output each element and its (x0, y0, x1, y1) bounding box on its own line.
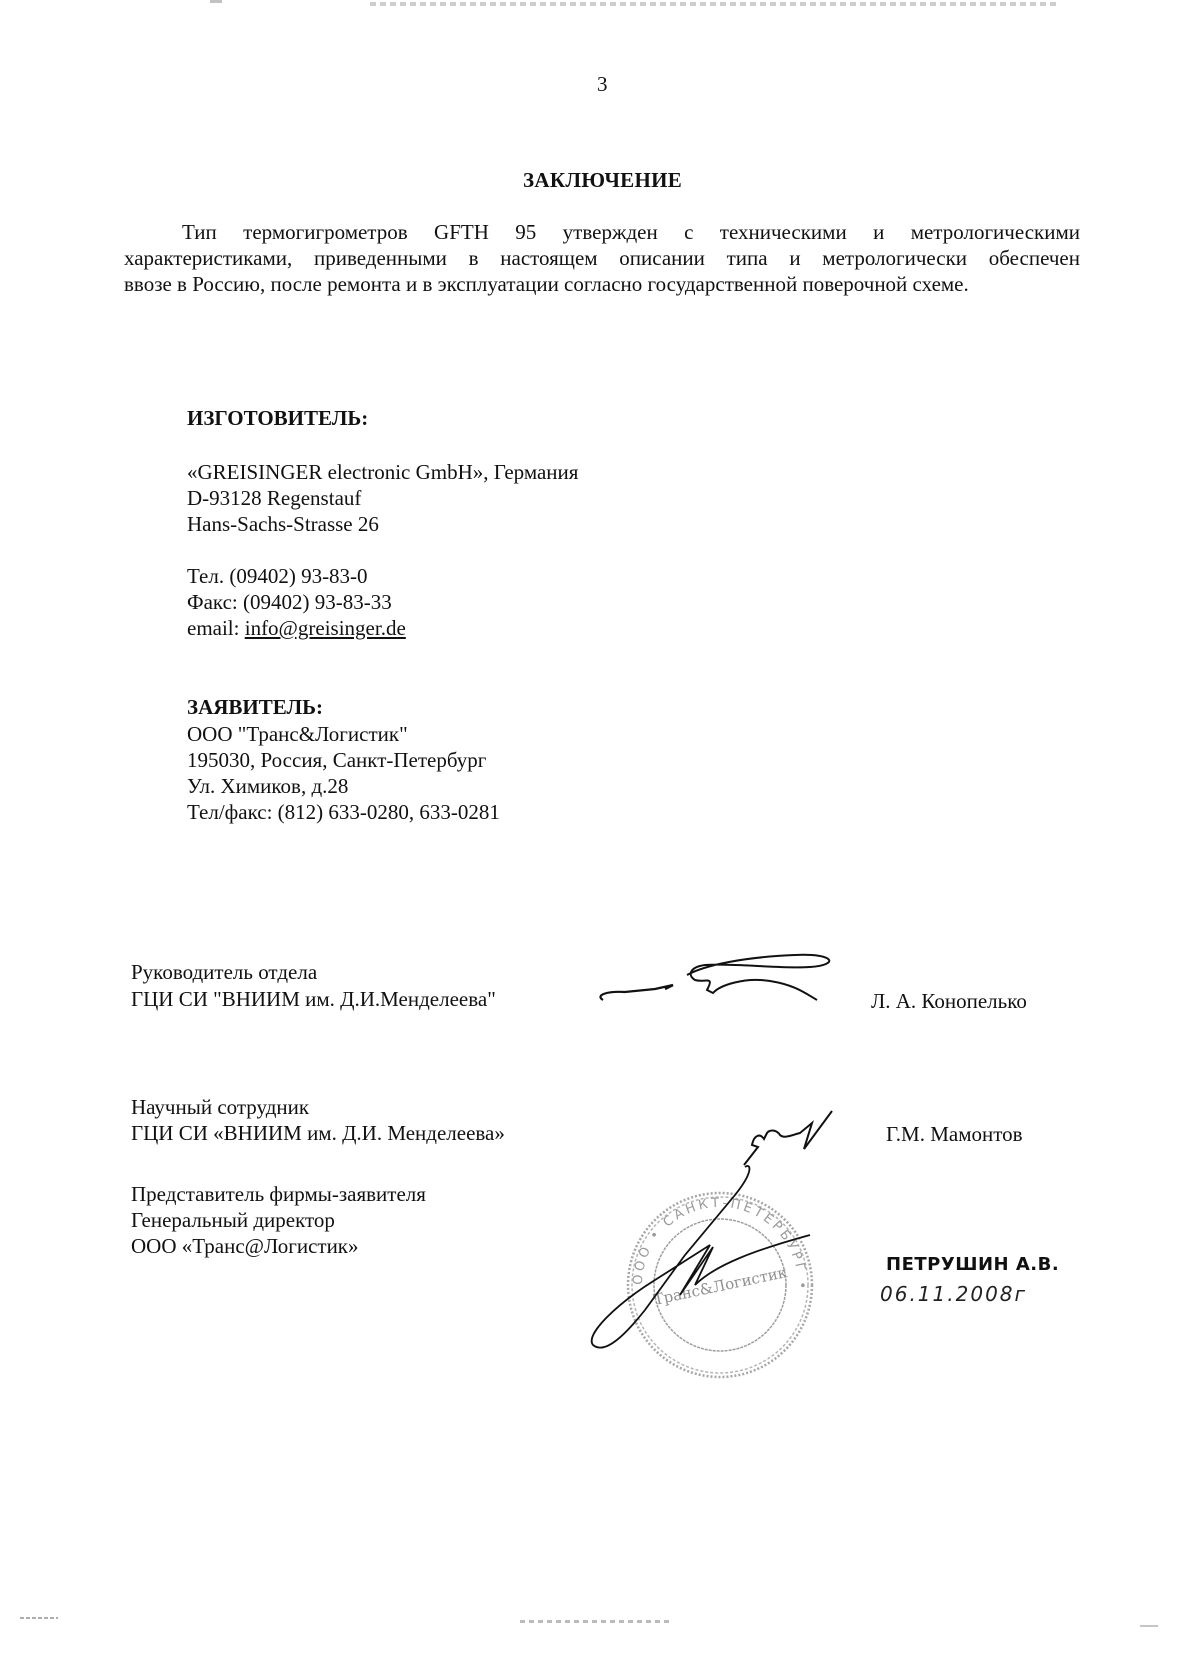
conclusion-line: Тип термогигрометров GFTH 95 утвержден с техническими и метрологическими (182, 220, 1080, 244)
stamp-center-text: Транс&Логистик (651, 1263, 789, 1309)
manufacturer-postal: D-93128 Regenstauf (187, 486, 362, 510)
scan-artifact-bottom (520, 1620, 670, 1623)
page-title: ЗАКЛЮЧЕНИЕ (523, 168, 683, 192)
signer-role: Научный сотрудник (131, 1095, 310, 1119)
applicant-city: 195030, Россия, Санкт-Петербург (187, 748, 487, 772)
signer-organization: ООО «Транс@Логистик» (131, 1234, 359, 1258)
email-label: email: (187, 616, 245, 640)
applicant-street: Ул. Химиков, д.28 (187, 774, 349, 798)
page-number: 3 (597, 72, 608, 96)
signer-role: Руководитель отдела (131, 960, 318, 984)
manufacturer-heading: ИЗГОТОВИТЕЛЬ: (187, 406, 369, 430)
manufacturer-phone: Тел. (09402) 93-83-0 (187, 564, 368, 588)
manufacturer-name: «GREISINGER electronic GmbH», Германия (187, 460, 579, 484)
signer-name: Л. А. Конопелько (871, 989, 1027, 1013)
applicant-name: ООО "Транс&Логистик" (187, 722, 408, 746)
conclusion-paragraph (124, 219, 1080, 297)
signer-organization: ГЦИ СИ "ВНИИМ им. Д.И.Менделеева" (131, 987, 496, 1011)
applicant-phone: Тел/факс: (812) 633-0280, 633-0281 (187, 800, 500, 824)
conclusion-line: ввозе в Россию, после ремонта и в эксплуатации согласно государственной поверочной схеме. (124, 272, 969, 296)
manufacturer-email-row (187, 615, 406, 641)
signer-position: Генеральный директор (131, 1208, 335, 1232)
handwritten-signature-icon (595, 945, 855, 1010)
handwritten-date: 06.11.2008г (880, 1282, 1028, 1306)
scan-artifact-bottom-left (20, 1617, 58, 1619)
scan-artifact-top (370, 2, 1060, 6)
signer-organization: ГЦИ СИ «ВНИИМ им. Д.И. Менделеева» (131, 1121, 505, 1145)
signer-name: Г.М. Мамонтов (886, 1122, 1023, 1146)
applicant-heading: ЗАЯВИТЕЛЬ: (187, 695, 324, 719)
manufacturer-street: Hans-Sachs-Strasse 26 (187, 512, 379, 536)
signer-role: Представитель фирмы-заявителя (131, 1182, 426, 1206)
email-link[interactable]: info@greisinger.de (244, 616, 406, 640)
manufacturer-fax: Факс: (09402) 93-83-33 (187, 590, 392, 614)
handwritten-signature-icon (740, 1105, 840, 1170)
conclusion-line: характеристиками, приведенными в настоящем описании типа и метрологически обеспечен (124, 246, 1080, 270)
scan-artifact-top-left (210, 0, 222, 3)
scan-artifact-bottom-right (1140, 1625, 1158, 1627)
signer-name: ПЕТРУШИН А.В. (886, 1254, 1060, 1275)
handwritten-signature-icon (585, 1165, 825, 1360)
stamp-ring-text: ООО • САНКТ-ПЕТЕРБУРГ • (630, 1195, 810, 1293)
